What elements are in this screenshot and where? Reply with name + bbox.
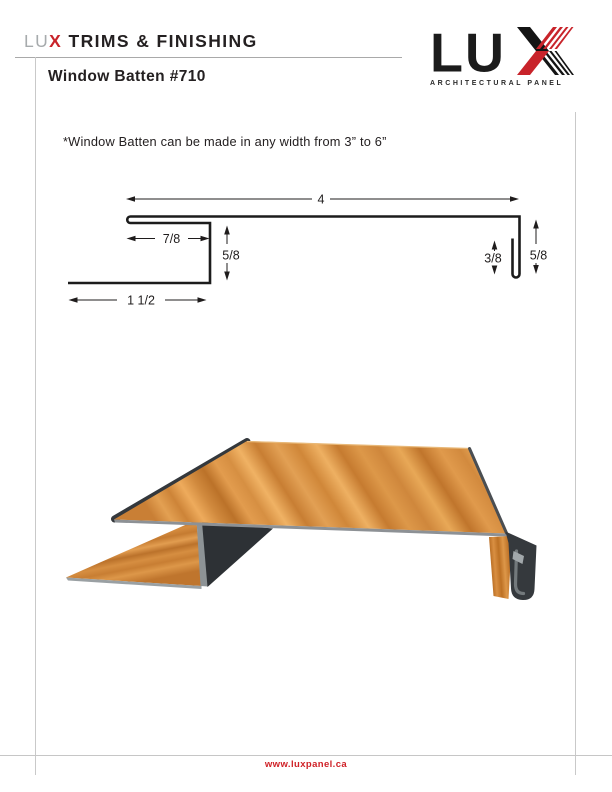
lux-logo bbox=[430, 24, 578, 87]
dimension-labels bbox=[127, 193, 547, 308]
brand-wordmark bbox=[24, 31, 258, 52]
right-leg-hook bbox=[489, 532, 537, 601]
left-frame-line bbox=[35, 57, 36, 775]
brand-rest: TRIMS & FINISHING bbox=[62, 31, 258, 51]
footer-divider bbox=[0, 755, 612, 756]
dimension-arrows bbox=[69, 196, 539, 303]
dim-bottom-flange-width: 1 1/2 bbox=[127, 293, 155, 308]
dimension-lines bbox=[75, 199, 536, 300]
brand-x: X bbox=[49, 31, 63, 51]
top-wood-surface bbox=[114, 441, 507, 534]
logo-x-red-hatch bbox=[536, 27, 574, 49]
profile-drawing bbox=[0, 180, 612, 320]
logo-lu-letters: LU bbox=[430, 22, 506, 84]
dim-left-leg-height: 5/8 bbox=[222, 248, 240, 263]
right-leg-dark-face bbox=[506, 532, 537, 601]
dim-right-leg-height: 5/8 bbox=[529, 248, 548, 263]
header-divider bbox=[15, 57, 402, 58]
dim-top-width: 4 bbox=[317, 192, 325, 207]
product-3d-render bbox=[40, 420, 560, 620]
logo-subtitle: ARCHITECTURAL PANEL bbox=[430, 80, 564, 87]
right-leg-wood-face bbox=[489, 536, 512, 599]
dim-hem-width: 7/8 bbox=[162, 232, 181, 246]
logo-x-red-diagonal bbox=[517, 51, 549, 75]
dim-hook-return-height: 3/8 bbox=[484, 251, 502, 266]
page-title: Window Batten #710 bbox=[48, 68, 206, 85]
profile-outline bbox=[68, 217, 520, 284]
brand-lu: LU bbox=[24, 31, 50, 51]
flange-wood-face bbox=[66, 520, 202, 586]
width-note: *Window Batten can be made in any width from 3” to 6” bbox=[63, 134, 387, 149]
logo-x-icon bbox=[509, 27, 575, 75]
web-shadow-face bbox=[202, 522, 273, 587]
footer-website-link[interactable]: www.luxpanel.ca bbox=[264, 759, 348, 770]
